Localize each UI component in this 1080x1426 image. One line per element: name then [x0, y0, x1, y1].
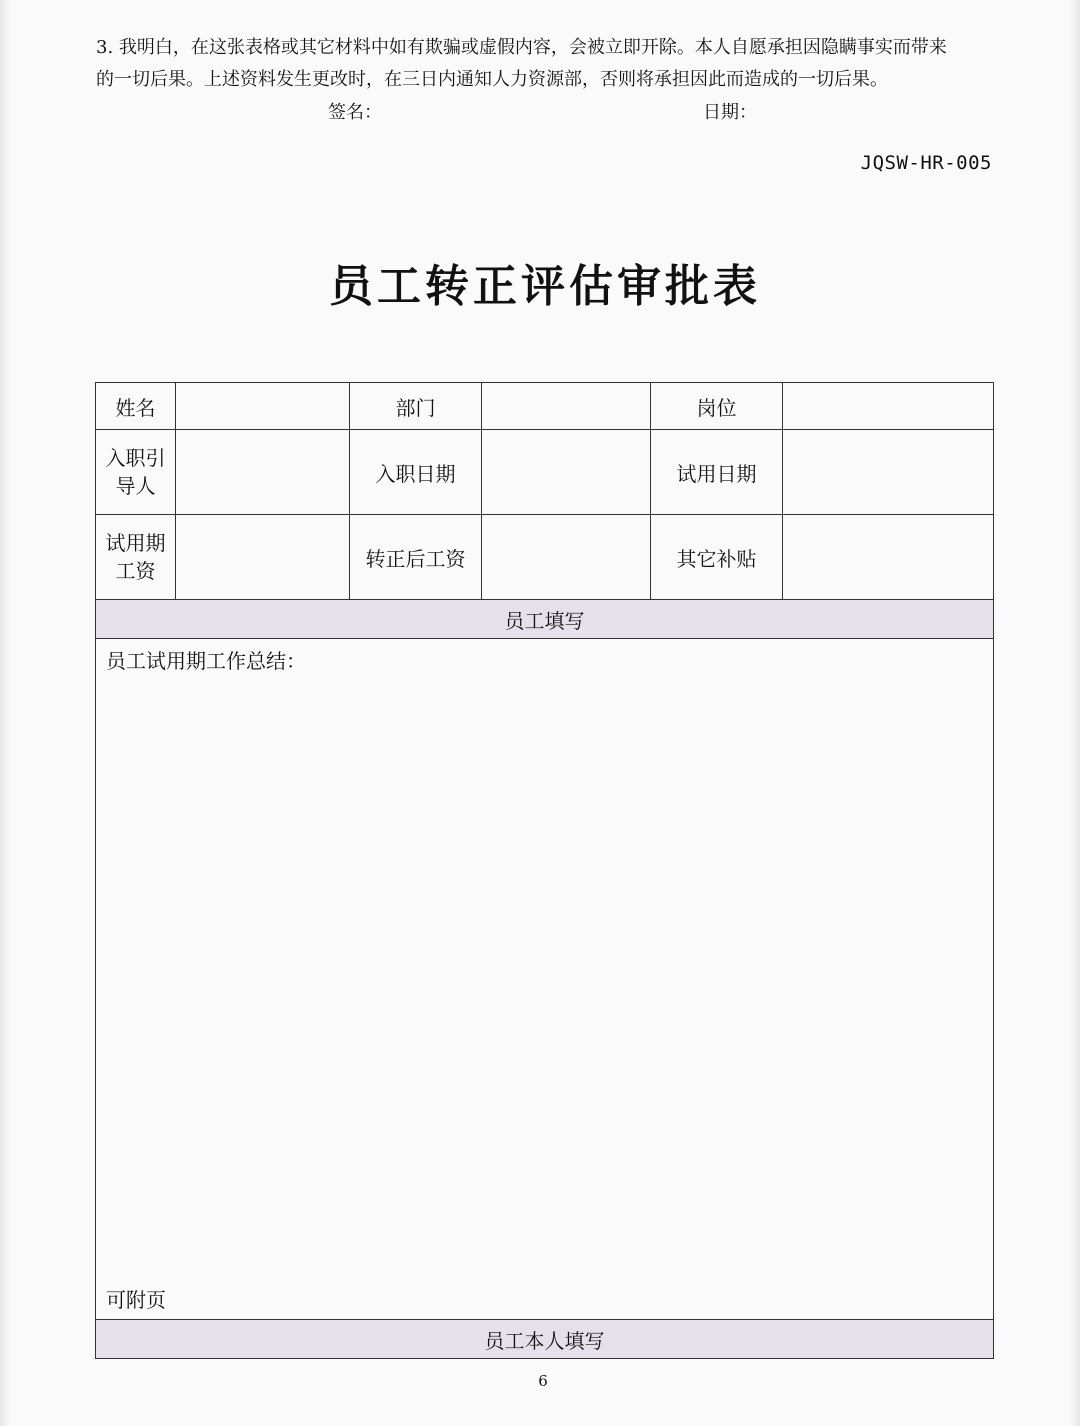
section-header-employee: 员工填写	[96, 600, 994, 639]
position-field[interactable]	[783, 383, 994, 430]
date-label: 日期：	[703, 102, 757, 123]
position-label: 岗位	[651, 383, 783, 430]
table-row	[96, 515, 994, 600]
form-title: 员工转正评估审批表	[329, 261, 761, 312]
name-field[interactable]	[176, 383, 350, 430]
evaluation-form-table	[95, 382, 994, 1359]
other-allowance-label: 其它补贴	[651, 515, 783, 600]
work-summary-label: 员工试用期工作总结：	[106, 649, 306, 673]
page-shadow-left	[0, 0, 10, 1426]
probation-date-label: 试用日期	[651, 430, 783, 515]
table-row	[96, 639, 994, 1320]
regular-salary-label: 转正后工资	[350, 515, 482, 600]
section-header-self: 员工本人填写	[96, 1320, 994, 1359]
probation-salary-field[interactable]	[176, 515, 350, 600]
department-label: 部门	[350, 383, 482, 430]
declaration-text	[96, 32, 996, 96]
signature-label: 签名：	[328, 102, 382, 123]
page-shadow-right	[1070, 0, 1080, 1426]
attachment-note: 可附页	[106, 1288, 166, 1312]
department-field[interactable]	[482, 383, 651, 430]
name-label: 姓名	[96, 383, 176, 430]
probation-date-field[interactable]	[783, 430, 994, 515]
other-allowance-field[interactable]	[783, 515, 994, 600]
table-row	[96, 383, 994, 430]
table-row	[96, 1320, 994, 1359]
regular-salary-field[interactable]	[482, 515, 651, 600]
work-summary-field[interactable]	[96, 639, 994, 1320]
hire-date-field[interactable]	[482, 430, 651, 515]
hire-date-label: 入职日期	[350, 430, 482, 515]
table-row	[96, 600, 994, 639]
mentor-label: 入职引导人	[96, 430, 176, 515]
declaration-line-1: 3. 我明白，在这张表格或其它材料中如有欺骗或虚假内容，会被立即开除。本人自愿承担因隐瞒事实而带来	[96, 37, 947, 58]
declaration-line-2: 的一切后果。上述资料发生更改时，在三日内通知人力资源部，否则将承担因此而造成的一切后果。	[96, 69, 888, 90]
mentor-field[interactable]	[176, 430, 350, 515]
probation-salary-label: 试用期工资	[96, 515, 176, 600]
page-number: 6	[538, 1372, 548, 1390]
form-code: JQSW-HR-005	[860, 152, 992, 174]
table-row	[96, 430, 994, 515]
